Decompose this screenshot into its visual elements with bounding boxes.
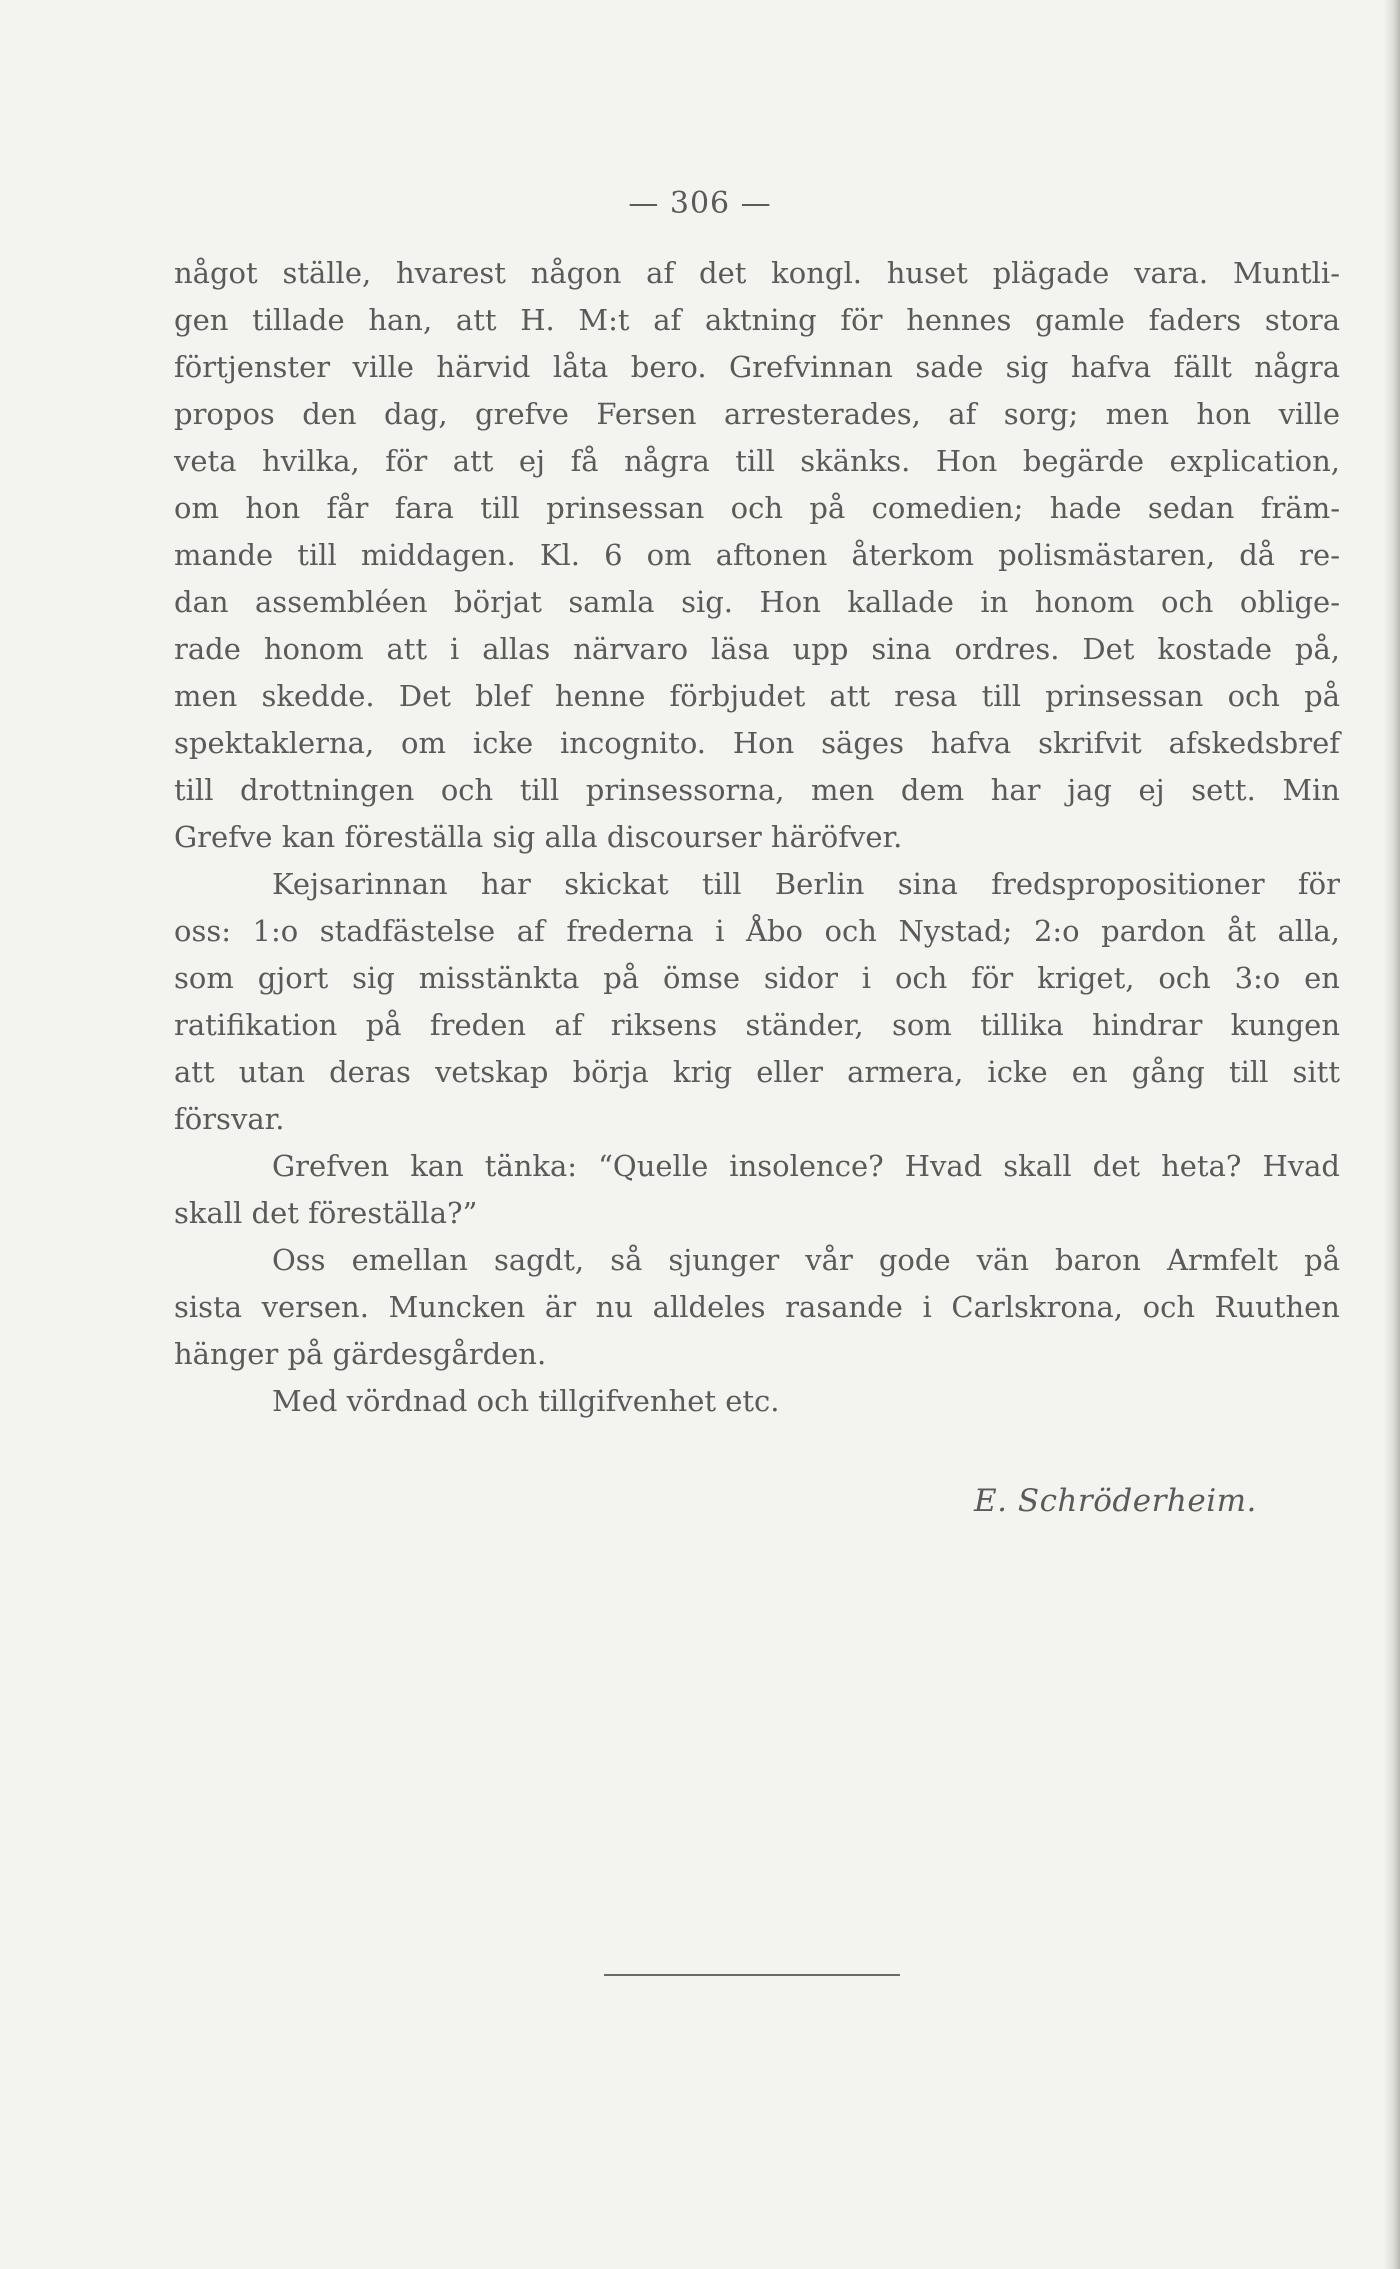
text-line: skall det föreställa?” bbox=[174, 1196, 478, 1230]
letter-body bbox=[174, 250, 1340, 1425]
text-line: Grefven kan tänka: “Quelle insolence? Hvad skall det heta? Hvad bbox=[272, 1149, 1340, 1183]
text-line: försvar. bbox=[174, 1102, 285, 1136]
page-edge-shadow bbox=[1384, 0, 1400, 2269]
text-line: propos den dag, grefve Fersen arresterades, af sorg; men hon ville bbox=[174, 397, 1340, 431]
text-line: något ställe, hvarest någon af det kongl. huset plägade vara. Muntli- bbox=[174, 256, 1340, 290]
text-line: oss: 1:o stadfästelse af frederna i Åbo och Nystad; 2:o pardon åt alla, bbox=[174, 914, 1340, 948]
text-line: Med vördnad och tillgifvenhet etc. bbox=[272, 1384, 780, 1418]
text-line: hänger på gärdesgården. bbox=[174, 1337, 547, 1371]
divider-rule bbox=[604, 1974, 900, 1976]
text-line: om hon får fara till prinsessan och på comedien; hade sedan främ- bbox=[174, 491, 1340, 525]
text-line: Oss emellan sagdt, så sjunger vår gode vän baron Armfelt på bbox=[272, 1243, 1340, 1277]
text-line: Grefve kan föreställa sig alla discourser häröfver. bbox=[174, 820, 903, 854]
text-line: veta hvilka, för att ej få några till skänks. Hon begärde explication, bbox=[174, 444, 1340, 478]
text-line: förtjenster ville härvid låta bero. Grefvinnan sade sig hafva fällt några bbox=[174, 350, 1340, 384]
text-line: ratifikation på freden af riksens ständer, som tillika hindrar kungen bbox=[174, 1008, 1340, 1042]
text-line: spektaklerna, om icke incognito. Hon säges hafva skrifvit afskedsbref bbox=[174, 726, 1340, 760]
text-line: Kejsarinnan har skickat till Berlin sina fredspropositioner för bbox=[272, 867, 1340, 901]
page-number: — 306 — bbox=[628, 186, 772, 221]
signature: E. Schröderheim. bbox=[974, 1483, 1257, 1519]
text-line: sista versen. Muncken är nu alldeles rasande i Carlskrona, och Ruuthen bbox=[174, 1290, 1340, 1324]
text-line: att utan deras vetskap börja krig eller armera, icke en gång till sitt bbox=[174, 1055, 1340, 1089]
text-line: till drottningen och till prinsessorna, men dem har jag ej sett. Min bbox=[174, 773, 1340, 807]
text-line: som gjort sig misstänkta på ömse sidor i och för kriget, och 3:o en bbox=[174, 961, 1340, 995]
text-line: rade honom att i allas närvaro läsa upp sina ordres. Det kostade på, bbox=[174, 632, 1340, 666]
text-line: men skedde. Det blef henne förbjudet att resa till prinsessan och på bbox=[174, 679, 1340, 713]
text-line: dan assembléen börjat samla sig. Hon kallade in honom och oblige- bbox=[174, 585, 1340, 619]
text-line: gen tillade han, att H. M:t af aktning för hennes gamle faders stora bbox=[174, 303, 1340, 337]
text-line: mande till middagen. Kl. 6 om aftonen återkom polismästaren, då re- bbox=[174, 538, 1340, 572]
